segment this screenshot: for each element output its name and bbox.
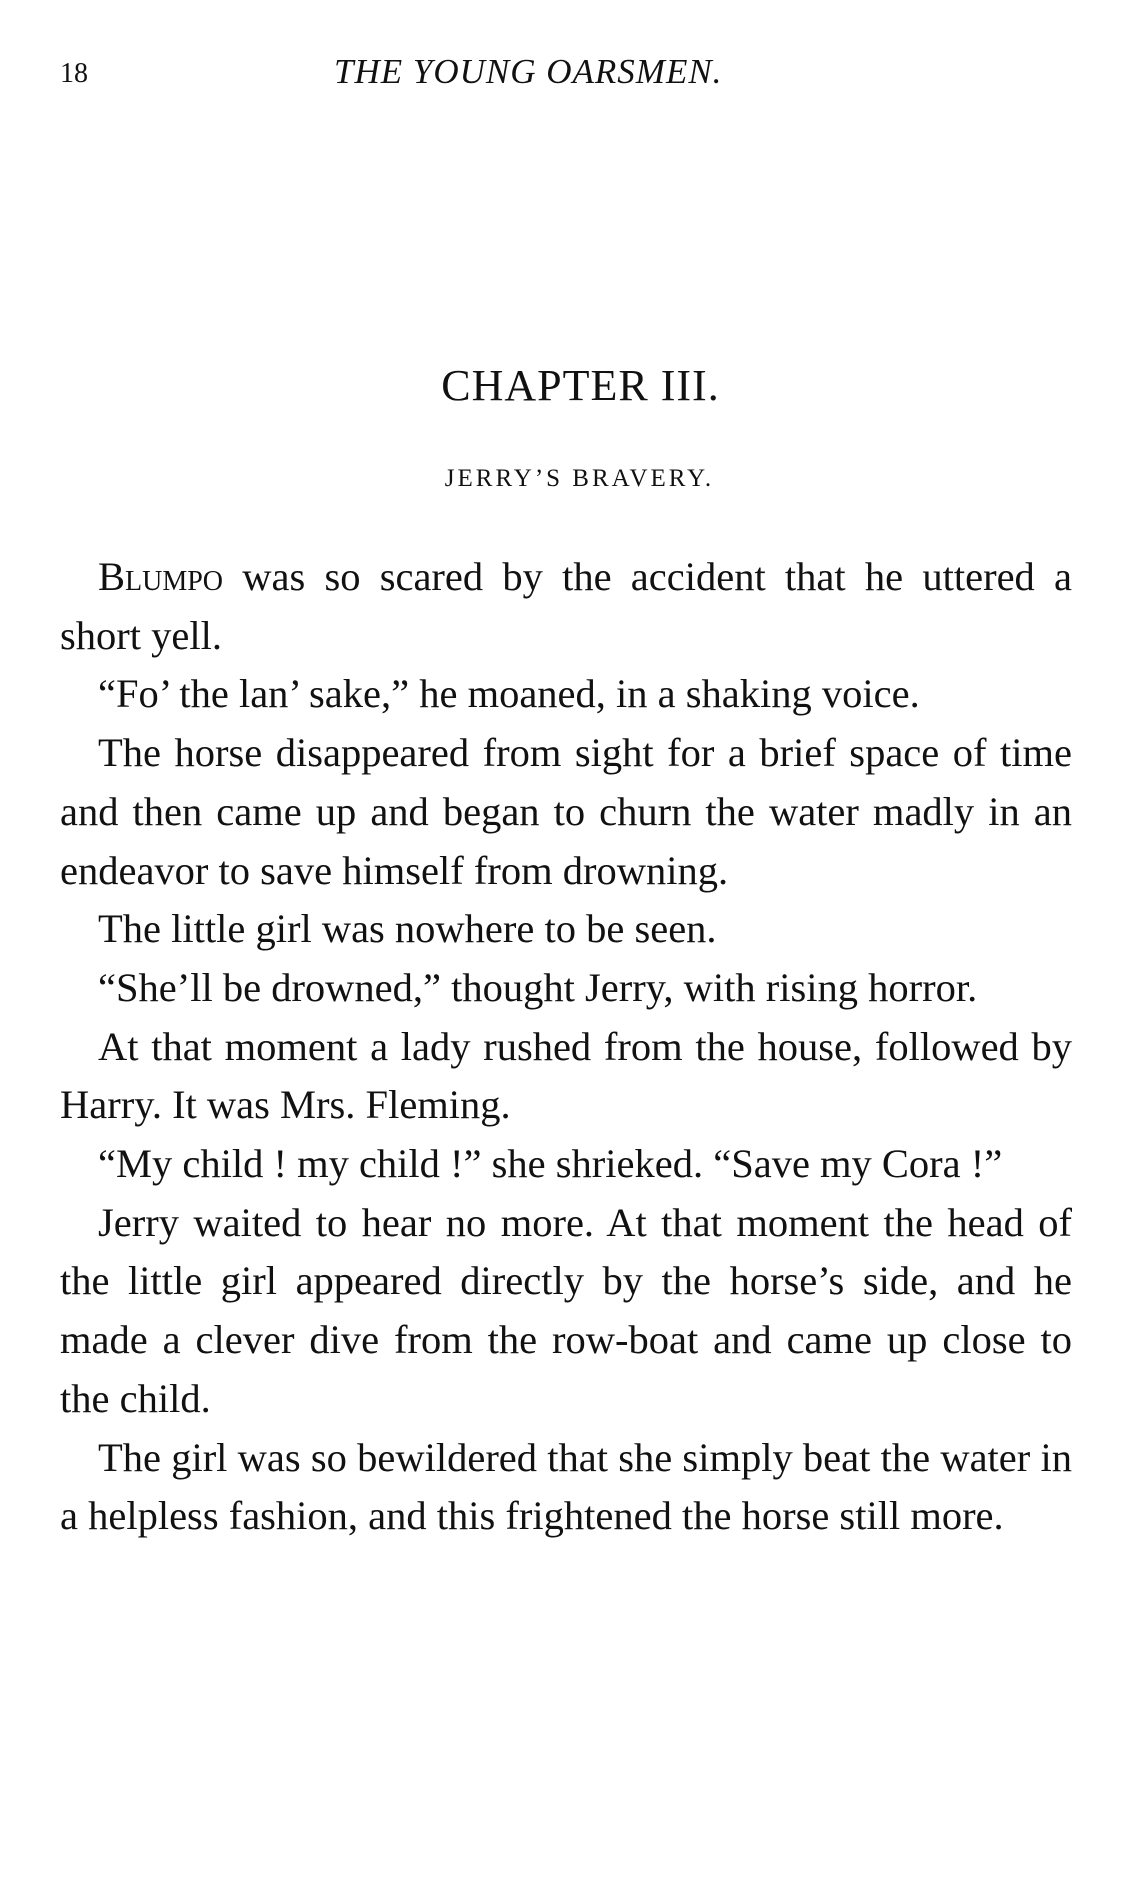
paragraph-lead-word: Blumpo bbox=[98, 554, 224, 599]
paragraph: The girl was so bewildered that she simply beat the water in a helpless fashion, and this frightened the horse still more. bbox=[60, 1434, 1072, 1539]
running-head bbox=[60, 52, 1083, 102]
paragraph: “My child ! my child !” she shrieked. “Save my Cora !” bbox=[98, 1141, 1003, 1187]
paragraph: Jerry waited to hear no more. At that moment the head of the little girl appeared directly by the horse’s side, and he made a clever dive from the row-boat and came up close to the child. bbox=[60, 1199, 1072, 1421]
paragraph: The horse disappeared from sight for a brief space of time and then came up and began to churn the water madly in an endeavor to save himself from drowning. bbox=[60, 730, 1072, 893]
running-title: THE YOUNG OARSMEN. bbox=[334, 52, 723, 91]
page-number: 18 bbox=[60, 58, 88, 89]
chapter-heading: CHAPTER III. bbox=[441, 361, 720, 410]
paragraph bbox=[60, 548, 1072, 665]
paragraph: At that moment a lady rushed from the house, followed by Harry. It was Mrs. Fleming. bbox=[60, 1023, 1072, 1128]
chapter-body bbox=[60, 548, 1072, 1546]
paragraph: “Fo’ the lan’ sake,” he moaned, in a shaking voice. bbox=[98, 671, 920, 717]
paragraph: The little girl was nowhere to be seen. bbox=[98, 906, 717, 952]
paragraph-text: was so scared by the accident that he uttered a short yell. bbox=[60, 554, 1072, 658]
paragraph: “She’ll be drowned,” thought Jerry, with rising horror. bbox=[98, 964, 978, 1010]
chapter-subtitle: JERRY’S BRAVERY. bbox=[444, 465, 715, 492]
